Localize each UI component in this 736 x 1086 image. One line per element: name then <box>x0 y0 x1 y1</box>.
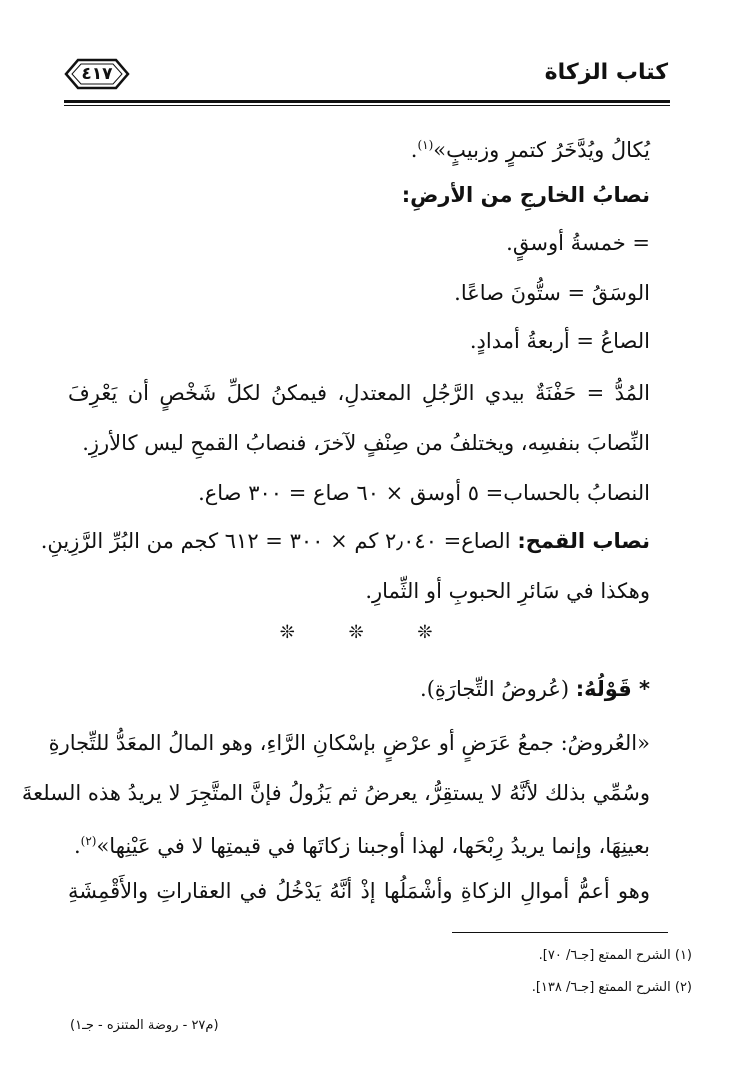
text-line: «العُروضُ: جمعُ عَرَضٍ أو عرْضٍ بإسْكانِ الرَّاءِ، وهو المالُ المعَدُّ للتِّجارةِ <box>48 731 650 755</box>
text-segment: . <box>410 138 418 162</box>
page-header <box>64 56 668 100</box>
footnote-ref: (١) <box>417 138 434 152</box>
text-segment: (عُروضُ التِّجارَةِ). <box>420 677 570 701</box>
footnote: (٢) الشرح الممتع [جـ٦/ ١٣٨]. <box>531 980 692 995</box>
text-line: النصابُ بالحساب= ٥ أوسق × ٦٠ صاع = ٣٠٠ صاع. <box>198 481 650 505</box>
text-line <box>411 128 650 162</box>
header-rule <box>64 100 670 103</box>
text-line <box>74 824 650 858</box>
footnote-ref: (٢) <box>80 834 97 848</box>
text-line: الوسَقُ = ستُّونَ صاعًا. <box>454 281 650 305</box>
text-line: الصاعُ = أربعةُ أمدادٍ. <box>469 329 650 353</box>
text-line: وهكذا في سَائرِ الحبوبِ أو الثِّمارِ. <box>365 579 650 603</box>
text-line: وسُمِّي بذلك لأنَّهُ لا يستقِرُّ، يعرضُ ثم يَزُولُ فإنَّ المتَّجِرَ لا يريدُ هذه السلعةَ <box>21 781 650 805</box>
section-divider-stars: ❊ ❊ ❊ <box>279 622 457 643</box>
text-line: المُدُّ = حَفْنَةٌ بيدي الرَّجُلِ المعتدلِ، فيمكنُ لكلِّ شَخْصٍ أن يَعْرِفَ <box>68 381 650 405</box>
page-number: ٤١٧ <box>81 64 113 84</box>
text-line <box>420 672 650 706</box>
section-heading: نصابُ الخارجِ من الأرضِ: <box>401 183 650 207</box>
page-number-badge <box>64 58 130 90</box>
text-segment: بعينِهَا، وإنما يريدُ رِبْحَها، لهذا أوجبنا زكاتَها في قيمتِها لا في عَيْنِها» <box>96 834 650 858</box>
wheat-nisab-label: نصاب القمح: <box>517 529 650 553</box>
text-segment: . <box>73 834 81 858</box>
text-line <box>41 524 650 558</box>
header-rule-thin <box>64 105 670 106</box>
footnote: (١) الشرح الممتع [جـ٦/ ٧٠]. <box>538 948 692 963</box>
text-segment: الصاع= ٢٫٠٤٠ كم × ٣٠٠ = ٦١٢ كجم من البُرِّ الرَّزِينِ. <box>40 529 511 553</box>
text-segment: يُكالُ ويُدَّخَرُ كتمرٍ وزبيبٍ» <box>433 138 650 162</box>
text-line: = خمسةُ أوسقٍ. <box>506 231 650 255</box>
text-line: النِّصابَ بنفسِه، ويختلفُ من صِنْفٍ لآخرَ، فنصابُ القمحِ ليس كالأرزِ. <box>82 431 650 455</box>
book-title: كتاب الزكاة <box>544 60 668 85</box>
text-line: وهو أعمُّ أموالِ الزكاةِ وأشْمَلُها إذْ أنَّهُ يَدْخُلُ في العقاراتِ والأَقْمِشَةِ <box>68 879 650 903</box>
qawluhu-label: * قَوْلُهُ: <box>575 677 650 701</box>
footnote-rule <box>452 932 668 933</box>
printer-signature: (م٢٧ - روضة المتنزه - جـ١) <box>70 1018 219 1033</box>
